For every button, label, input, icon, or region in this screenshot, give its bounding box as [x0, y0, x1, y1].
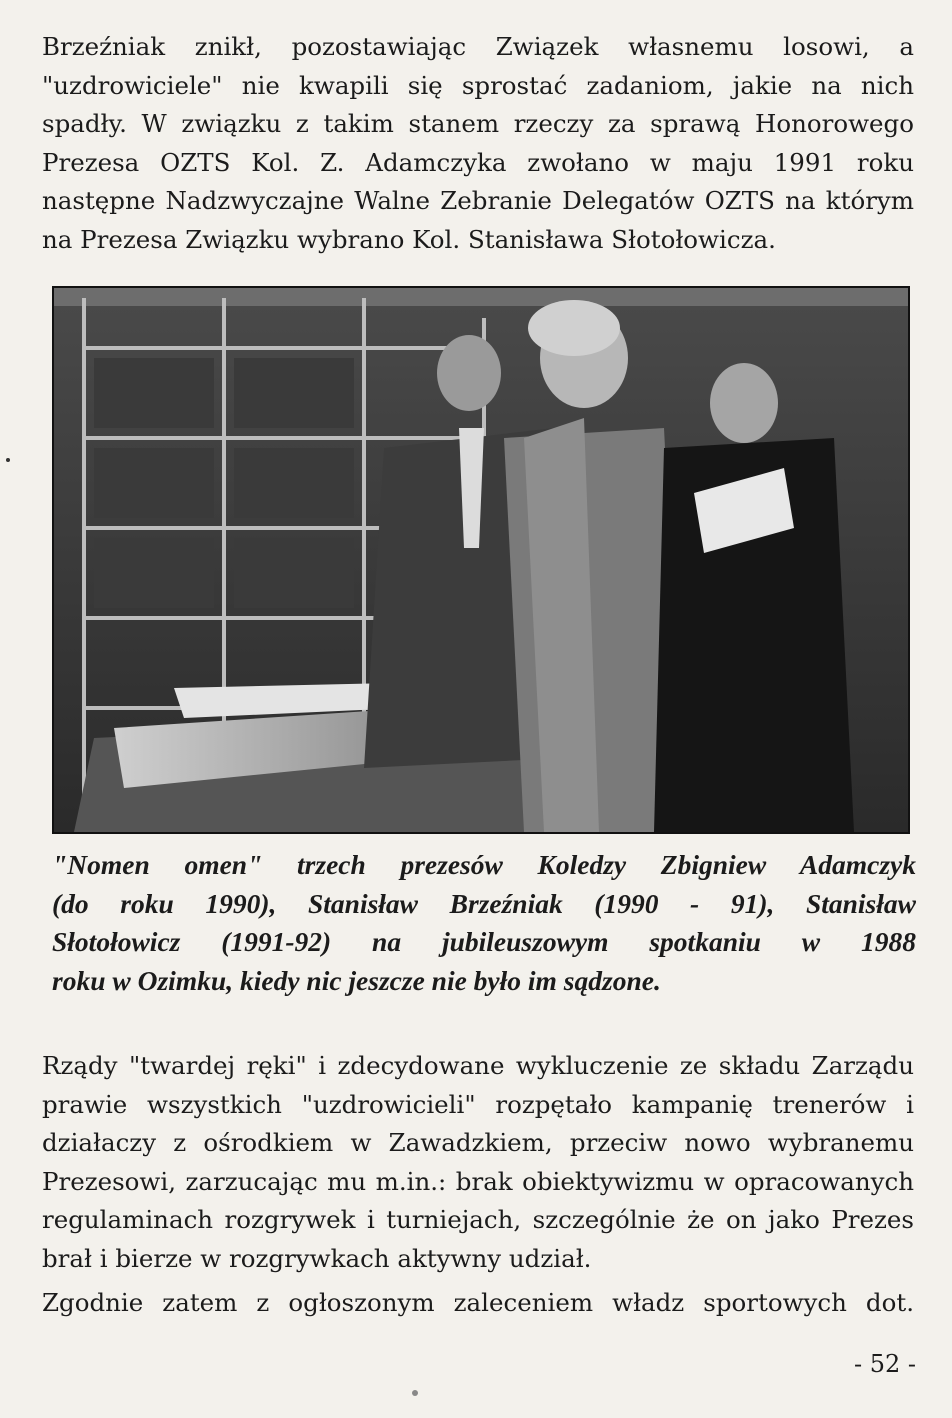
text-line: Prezesa OZTS Kol. Z. Adamczyka zwołano w maju 1991 roku	[42, 147, 914, 177]
text-line: spadły. W związku z takim stanem rzeczy za sprawą Honorowego	[42, 109, 914, 139]
caption-line: (do roku 1990), Stanisław Brzeźniak (1990 - 91), Stanisław	[52, 887, 916, 919]
caption-line: Słotołowicz (1991-92) na jubileuszowym spotkaniu w 1988	[52, 926, 916, 957]
paragraph-bottom	[42, 1284, 914, 1323]
scan-speck	[412, 1390, 418, 1396]
paragraph-top	[42, 28, 914, 260]
caption-line: "Nomen omen" trzech prezesów Koledzy Zbigniew Adamczyk	[52, 849, 916, 880]
scan-speck	[6, 458, 10, 462]
paragraph-middle	[42, 1047, 914, 1279]
text-line: "uzdrowiciele" nie kwapili się sprostać zadaniom, jakie na nich	[42, 70, 914, 100]
page-number: - 52 -	[853, 1350, 916, 1378]
text-line: Brzeźniak znikł, pozostawiając Związek własnemu losowi, a	[42, 32, 914, 61]
text-line: na Prezesa Związku wybrano Kol. Stanisława Słotołowicza.	[42, 224, 776, 254]
text-line: Rządy "twardej ręki" i zdecydowane wykluczenie ze składu Zarządu	[42, 1051, 914, 1080]
text-line: regulaminach rozgrywek i turniejach, szczególnie że on jako Prezes	[42, 1205, 914, 1235]
text-line: brał i bierze w rozgrywkach aktywny udział.	[42, 1243, 592, 1273]
photo-illustration	[54, 288, 908, 832]
caption-line: roku w Ozimku, kiedy nic jeszcze nie było im sądzone.	[52, 964, 661, 996]
photograph-three-presidents	[52, 286, 910, 834]
text-line: działaczy z ośrodkiem w Zawadzkiem, przeciw nowo wybranemu	[42, 1128, 914, 1158]
text-line: Prezesowi, zarzucając mu m.in.: brak obiektywizmu w opracowanych	[42, 1166, 914, 1196]
text-line: prawie wszystkich "uzdrowicieli" rozpętało kampanię trenerów i	[42, 1089, 914, 1119]
text-line: Zgodnie zatem z ogłoszonym zaleceniem władz sportowych dot.	[42, 1288, 914, 1317]
text-line: następne Nadzwyczajne Walne Zebranie Delegatów OZTS na którym	[42, 186, 914, 216]
photo-caption	[52, 846, 916, 1000]
